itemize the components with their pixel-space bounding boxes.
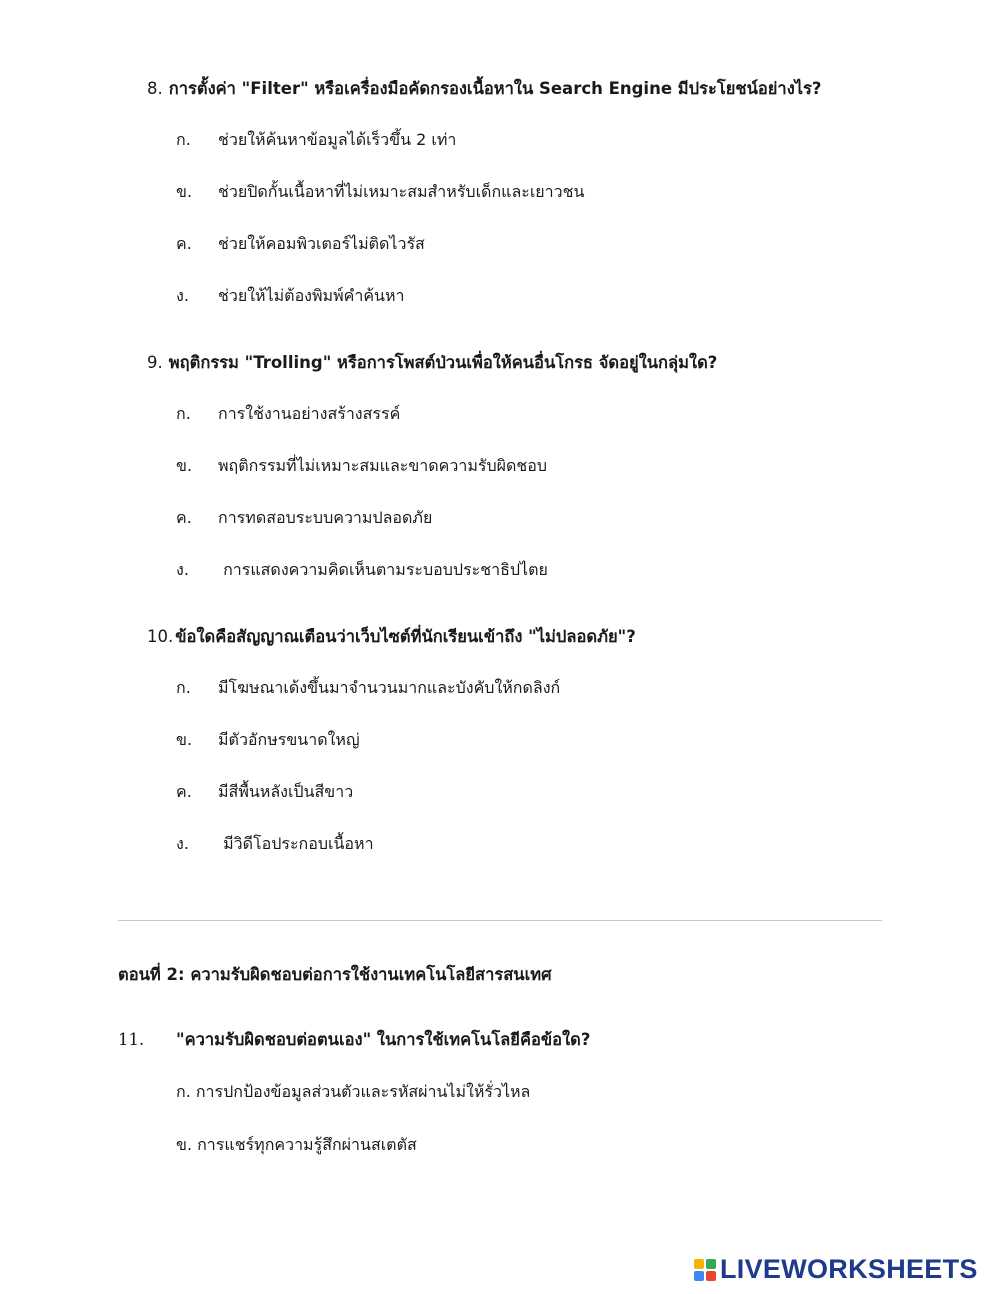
question-text: "ความรับผิดชอบต่อตนเอง" ในการใช้เทคโนโลยีคือข้อใด?	[176, 1030, 591, 1049]
option-text: การใช้งานอย่างสร้างสรรค์	[218, 404, 401, 423]
question-11-option-b[interactable]: ข. การแชร์ทุกความรู้สึกผ่านสเตตัส	[176, 1135, 417, 1154]
option-text: มีตัวอักษรขนาดใหญ่	[218, 730, 360, 749]
question-10-option-a[interactable]	[176, 676, 560, 701]
option-text: ช่วยให้ไม่ต้องพิมพ์คำค้นหา	[218, 286, 405, 305]
question-text: ข้อใดคือสัญญาณเตือนว่าเว็บไซต์ที่นักเรียนเข้าถึง "ไม่ปลอดภัย"?	[175, 627, 636, 646]
option-mark: ค.	[176, 508, 192, 527]
logo-square-blue	[694, 1271, 704, 1281]
question-8-option-d[interactable]	[176, 284, 404, 309]
question-text: พฤติกรรม "Trolling" หรือการโพสต์ป่วนเพื่อให้คนอื่นโกรธ จัดอยู่ในกลุ่มใด?	[168, 353, 718, 372]
option-mark: ง.	[176, 834, 189, 853]
question-number: 9.	[147, 353, 163, 372]
question-10-option-d[interactable]	[176, 832, 374, 857]
liveworksheets-logo	[694, 1256, 978, 1283]
question-8-option-c[interactable]	[176, 232, 425, 257]
logo-text: LIVEWORKSHEETS	[720, 1254, 978, 1284]
question-text: การตั้งค่า "Filter" หรือเครื่องมือคัดกรองเนื้อหาใน Search Engine มีประโยชน์อย่างไร?	[168, 79, 822, 98]
question-8-option-b[interactable]	[176, 180, 584, 205]
option-text: การทดสอบระบบความปลอดภัย	[218, 508, 433, 527]
option-text: มีโฆษณาเด้งขึ้นมาจำนวนมากและบังคับให้กดลิงก์	[218, 678, 561, 697]
question-9-option-c[interactable]	[176, 506, 432, 531]
option-text: มีสีพื้นหลังเป็นสีขาว	[218, 782, 354, 801]
option-mark: ง.	[176, 286, 189, 305]
option-mark: ข.	[176, 730, 193, 749]
logo-grid-icon	[694, 1259, 716, 1281]
question-11-option-a[interactable]: ก. การปกป้องข้อมูลส่วนตัวและรหัสผ่านไม่ให้รั่วไหล	[176, 1082, 531, 1101]
option-text: ช่วยให้ค้นหาข้อมูลได้เร็วขึ้น 2 เท่า	[218, 130, 457, 149]
question-11	[118, 1027, 590, 1053]
option-mark: ค.	[176, 234, 192, 253]
option-mark: ง.	[176, 560, 189, 579]
option-mark: ก.	[176, 404, 191, 423]
question-8-option-a[interactable]	[176, 128, 456, 153]
question-9-option-b[interactable]	[176, 454, 547, 479]
option-text: พฤติกรรมที่ไม่เหมาะสมและขาดความรับผิดชอบ	[218, 456, 548, 475]
question-9-option-a[interactable]	[176, 402, 400, 427]
logo-square-red	[706, 1271, 716, 1281]
option-mark: ก.	[176, 678, 191, 697]
question-number: 8.	[147, 79, 163, 98]
question-9-option-d[interactable]	[176, 558, 548, 583]
section-2-title: ตอนที่ 2: ความรับผิดชอบต่อการใช้งานเทคโนโลยีสารสนเทศ	[118, 965, 552, 984]
question-number: 10.	[147, 627, 174, 646]
option-text: มีวิดีโอประกอบเนื้อหา	[218, 834, 374, 853]
logo-square-green	[706, 1259, 716, 1269]
option-mark: ค.	[176, 782, 192, 801]
question-8	[147, 76, 821, 102]
option-mark: ข.	[176, 182, 193, 201]
question-10	[147, 624, 636, 650]
option-text: ช่วยปิดกั้นเนื้อหาที่ไม่เหมาะสมสำหรับเด็กและเยาวชน	[218, 182, 585, 201]
option-text: การแสดงความคิดเห็นตามระบอบประชาธิปไตย	[218, 560, 548, 579]
option-mark: ก.	[176, 130, 191, 149]
question-10-option-b[interactable]	[176, 728, 360, 753]
logo-square-yellow	[694, 1259, 704, 1269]
option-text: ช่วยให้คอมพิวเตอร์ไม่ติดไวรัส	[218, 234, 425, 253]
question-9	[147, 350, 717, 376]
section-divider	[118, 920, 882, 921]
question-number: 11.	[118, 1030, 145, 1049]
question-10-option-c[interactable]	[176, 780, 353, 805]
option-mark: ข.	[176, 456, 193, 475]
